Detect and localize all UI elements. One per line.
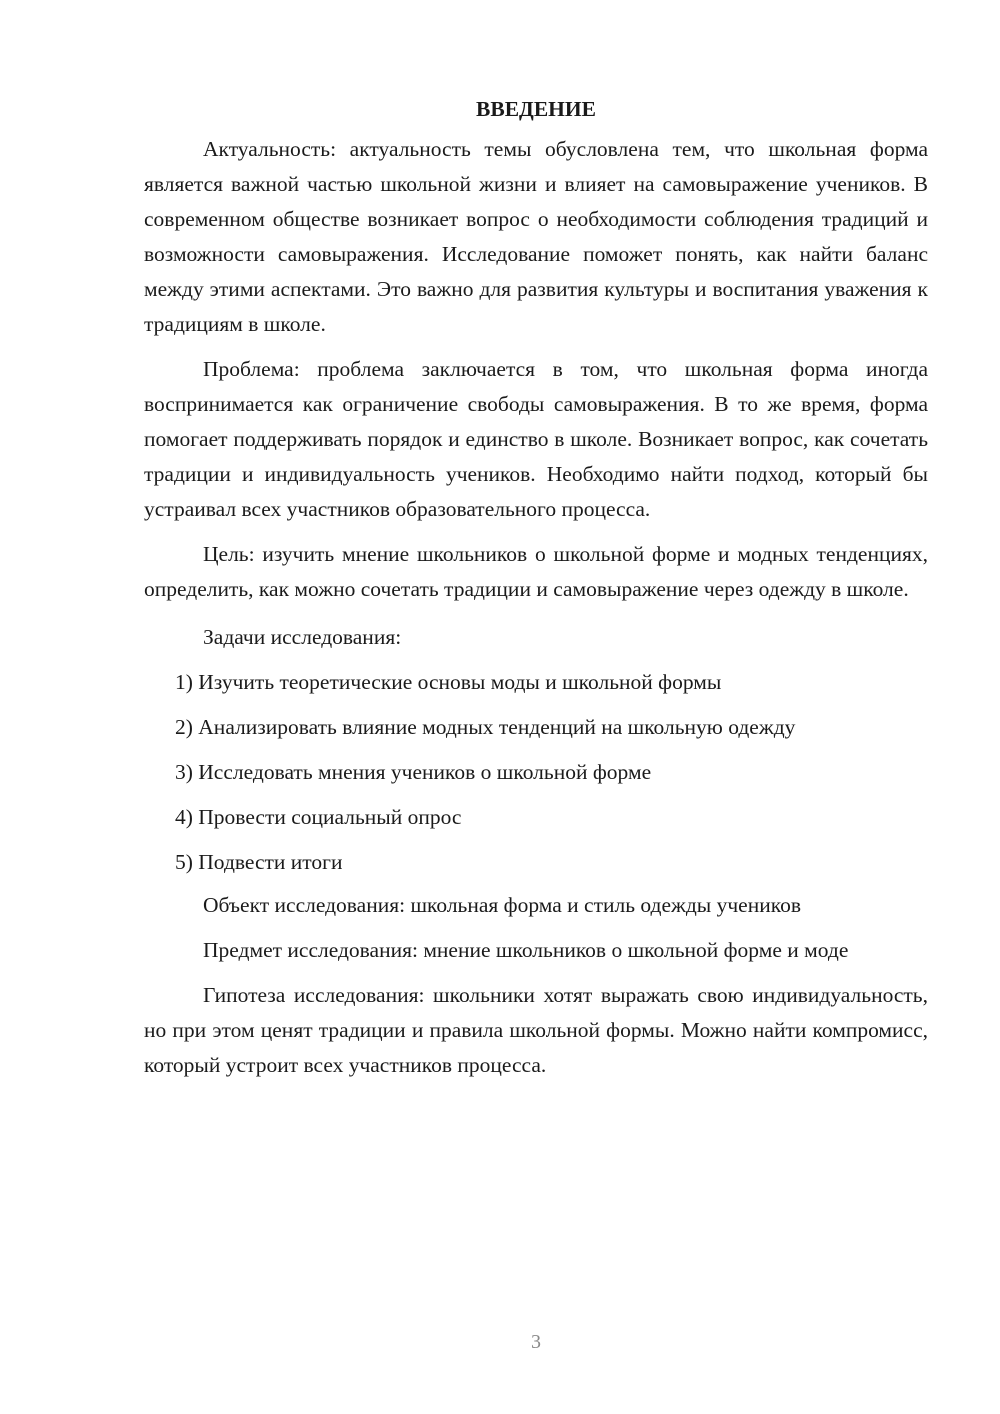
page-number: 3 [531,1331,541,1353]
list-item: 3) Исследовать мнения учеников о школьной форме [175,760,652,784]
goal-paragraph: Цель: изучить мнение школьников о школьной форме и модных тенденциях, определить, как можно сочетать традиции и самовыражение через одежду в школе. [144,542,928,601]
hypothesis-paragraph: Гипотеза исследования: школьники хотят выражать свою индивидуальность, но при этом ценят традиции и правила школьной формы. Можно найти компромисс, который устроит всех участников процесса. [144,983,928,1077]
list-item: 5) Подвести итоги [175,850,343,874]
list-item: 1) Изучить теоретические основы моды и школьной формы [175,670,722,694]
tasks-list [144,660,928,885]
list-item: 4) Провести социальный опрос [175,805,462,829]
document-body [144,92,928,1083]
relevance-paragraph: Актуальность: актуальность темы обусловлена тем, что школьная форма является важной частью школьной жизни и влияет на самовыражение учеников. В современном обществе возникает вопрос о необходимости соблюдения традиций и возможности самовыражения. Исследование поможет понять, как найти баланс между этими аспектами. Это важно для развития культуры и воспитания уважения к традициям в школе. [144,137,928,336]
tasks-heading: Задачи исследования: [203,625,402,649]
page-title: ВВЕДЕНИЕ [476,97,596,121]
list-item: 2) Анализировать влияние модных тенденций на школьную одежду [175,715,796,739]
problem-paragraph: Проблема: проблема заключается в том, что школьная форма иногда воспринимается как ограничение свободы самовыражения. В то же время, форма помогает поддерживать порядок и единство в школе. Возникает вопрос, как сочетать традиции и индивидуальность учеников. Необходимо найти подход, который бы устраивал всех участников образовательного процесса. [144,357,928,521]
subject-paragraph: Предмет исследования: мнение школьников о школьной форме и моде [203,938,849,962]
object-paragraph: Объект исследования: школьная форма и стиль одежды учеников [203,893,801,917]
